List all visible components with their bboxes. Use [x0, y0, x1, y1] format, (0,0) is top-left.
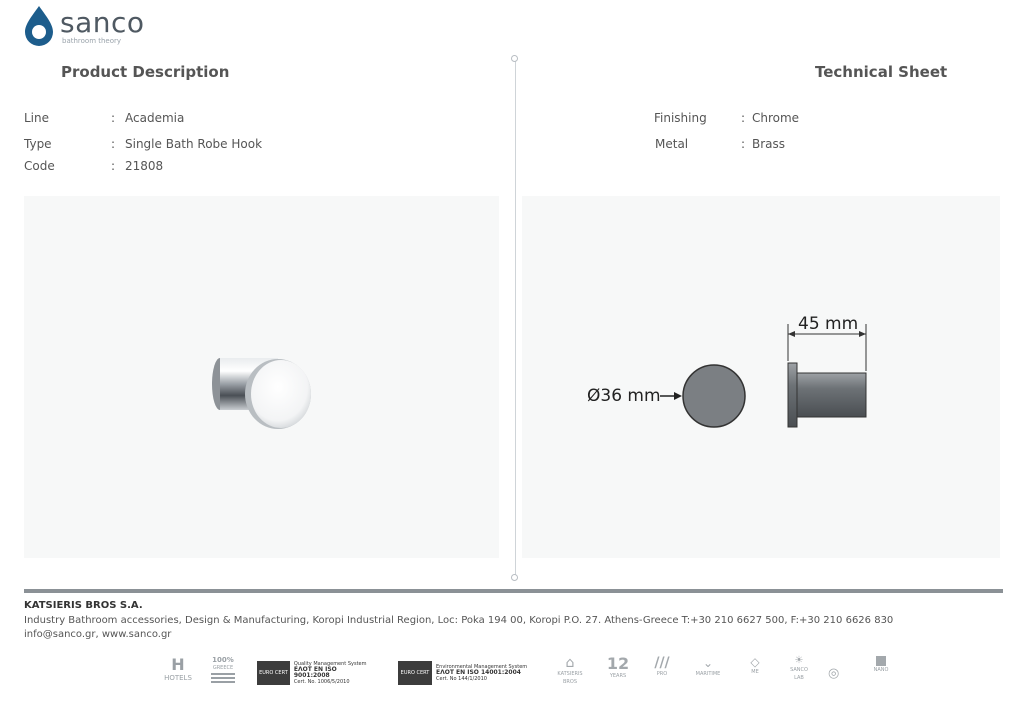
- iso-9001-badge: EURO CERT Quality Management System ΕΛΟΤ ΕΝ ISO 9001:2008 Cert. No. 1006/5/2010: [257, 656, 372, 690]
- technical-sheet-title: Technical Sheet: [815, 63, 948, 81]
- depth-label: 45 mm: [798, 314, 859, 334]
- pro-icon: /// PRO: [654, 655, 670, 677]
- spec-value: Academia: [125, 111, 185, 125]
- product-photo-panel: [24, 196, 499, 558]
- footer-contact: info@sanco.gr, www.sanco.gr: [24, 629, 172, 640]
- divider-dot-top: [511, 55, 518, 62]
- brand-name: sanco: [60, 6, 145, 39]
- product-description-title: Product Description: [61, 63, 230, 81]
- spec-value: Chrome: [752, 111, 800, 125]
- technical-drawing: [522, 196, 1000, 558]
- product-photo: [24, 196, 499, 558]
- me-icon: ◇ ME: [750, 655, 760, 675]
- leaf-icon: ◎: [828, 665, 840, 681]
- brand-tagline: bathroom theory: [62, 37, 122, 45]
- footer-company: KATSIERIS BROS S.A.: [24, 600, 143, 611]
- hotels-icon: H HOTELS: [164, 655, 192, 682]
- greece-flag-icon: 100% GREECE: [208, 656, 238, 690]
- spec-value: Brass: [752, 137, 786, 151]
- years-12-icon: 12 YEARS: [606, 654, 630, 679]
- iso-14001-badge: EURO CERT Environmental Management System ΕΛΟΤ ΕΝ ISO 14001:2004 Cert. No 144/1/2010: [398, 656, 533, 690]
- footer-bar: [24, 589, 1003, 593]
- katsieris-house-icon: ⌂ KATSIERIS BROS: [557, 655, 583, 685]
- nano-icon: NANO: [868, 656, 894, 690]
- maritime-icon: ⌄ MARITIME: [695, 656, 721, 677]
- diameter-label: Ø36 mm: [587, 386, 661, 406]
- divider-dot-bottom: [511, 574, 518, 581]
- sanco-lab-icon: ☀ SANCO LAB: [790, 655, 808, 681]
- column-divider: [515, 58, 516, 578]
- technical-drawing-panel: [522, 196, 1000, 558]
- spec-value: Single Bath Robe Hook: [125, 137, 263, 151]
- spec-value: 21808: [125, 159, 164, 173]
- footer-address: Industry Bathroom accessories, Design & Manufacturing, Koropi Industrial Region, Loc: Poka 194 00, Koropi P.O. 27. Athens-Greece T:+30 210 6627 500, F:+30 210 6626 830: [24, 615, 894, 626]
